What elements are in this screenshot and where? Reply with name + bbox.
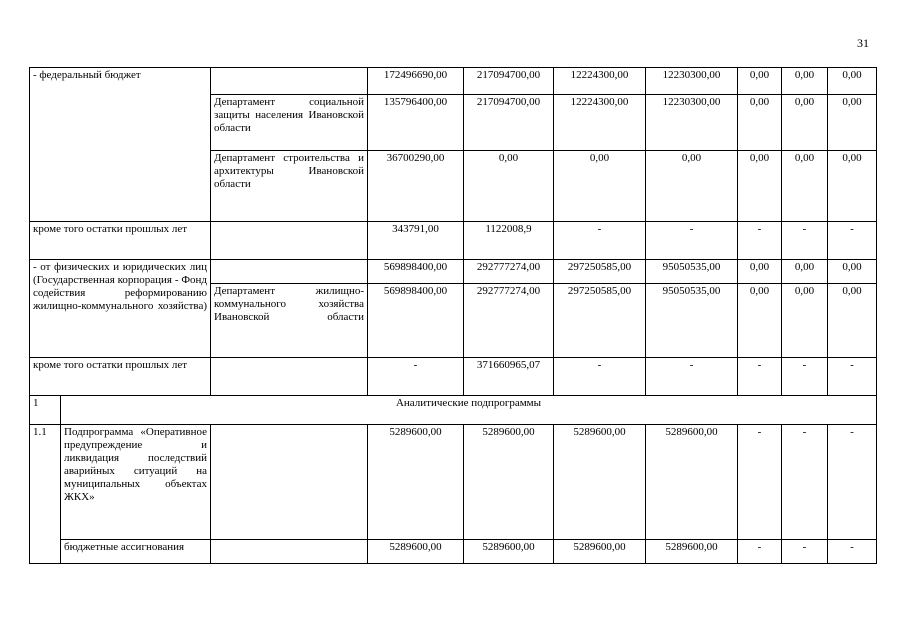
value-cell: 95050535,00: [646, 260, 738, 284]
value-cell: -: [828, 222, 877, 260]
value-cell: -: [738, 222, 782, 260]
value-cell: -: [782, 222, 828, 260]
value-cell: -: [738, 540, 782, 564]
table-row: [30, 222, 877, 260]
table-row: [30, 425, 877, 540]
value-cell: 0,00: [738, 95, 782, 151]
value-cell: -: [828, 358, 877, 396]
value-cell: 371660965,07: [464, 358, 554, 396]
value-cell: 12230300,00: [646, 95, 738, 151]
value-cell: 5289600,00: [646, 540, 738, 564]
section-title: Аналитические подпрограммы: [61, 396, 877, 425]
value-cell: 569898400,00: [368, 260, 464, 284]
value-cell: 297250585,00: [554, 284, 646, 358]
value-cell: -: [554, 358, 646, 396]
section-row: [30, 396, 877, 425]
empty-cell: [211, 68, 368, 95]
value-cell: 5289600,00: [464, 540, 554, 564]
value-cell: 0,00: [646, 151, 738, 222]
table-row: [30, 260, 877, 284]
value-cell: 0,00: [828, 95, 877, 151]
value-cell: -: [782, 540, 828, 564]
value-cell: 95050535,00: [646, 284, 738, 358]
table-row: [30, 540, 877, 564]
value-cell: 0,00: [828, 68, 877, 95]
row-label: кроме того остатки прошлых лет: [30, 358, 211, 396]
value-cell: 5289600,00: [554, 425, 646, 540]
value-cell: -: [646, 222, 738, 260]
value-cell: -: [828, 425, 877, 540]
value-cell: 297250585,00: [554, 260, 646, 284]
value-cell: 5289600,00: [368, 425, 464, 540]
value-cell: 5289600,00: [464, 425, 554, 540]
value-cell: 0,00: [782, 284, 828, 358]
value-cell: 217094700,00: [464, 95, 554, 151]
value-cell: 0,00: [828, 151, 877, 222]
row-label: бюджетные ассигнования: [61, 540, 211, 564]
department-cell: Департамент социальной защиты населения Ивановской области: [211, 95, 368, 151]
value-cell: 0,00: [738, 260, 782, 284]
value-cell: 5289600,00: [554, 540, 646, 564]
empty-cell: [211, 358, 368, 396]
value-cell: 12224300,00: [554, 95, 646, 151]
subprogram-number: 1.1: [30, 425, 61, 564]
value-cell: 0,00: [782, 95, 828, 151]
value-cell: 0,00: [738, 68, 782, 95]
value-cell: -: [646, 358, 738, 396]
value-cell: 569898400,00: [368, 284, 464, 358]
value-cell: -: [554, 222, 646, 260]
value-cell: 0,00: [828, 260, 877, 284]
empty-cell: [211, 222, 368, 260]
value-cell: -: [738, 425, 782, 540]
value-cell: 0,00: [464, 151, 554, 222]
value-cell: 12224300,00: [554, 68, 646, 95]
page-number: 31: [857, 36, 869, 50]
value-cell: 343791,00: [368, 222, 464, 260]
value-cell: 0,00: [738, 151, 782, 222]
row-label: - федеральный бюджет: [30, 68, 211, 222]
empty-cell: [211, 260, 368, 284]
department-cell: Департамент строительства и архитектуры Ивановской области: [211, 151, 368, 222]
value-cell: 0,00: [782, 260, 828, 284]
empty-cell: [211, 540, 368, 564]
value-cell: 172496690,00: [368, 68, 464, 95]
value-cell: -: [738, 358, 782, 396]
row-label: - от физических и юридических лиц (Государственная корпорация - Фонд содействия реформированию жилищно-коммунального хозяйства): [30, 260, 211, 358]
value-cell: -: [368, 358, 464, 396]
table-row: [30, 68, 877, 95]
value-cell: 5289600,00: [646, 425, 738, 540]
value-cell: 135796400,00: [368, 95, 464, 151]
table-row: [30, 358, 877, 396]
row-label: кроме того остатки прошлых лет: [30, 222, 211, 260]
empty-cell: [211, 425, 368, 540]
value-cell: -: [782, 425, 828, 540]
value-cell: 0,00: [828, 284, 877, 358]
value-cell: 5289600,00: [368, 540, 464, 564]
value-cell: 12230300,00: [646, 68, 738, 95]
value-cell: -: [782, 358, 828, 396]
value-cell: 292777274,00: [464, 260, 554, 284]
section-number: 1: [30, 396, 61, 425]
value-cell: 0,00: [782, 151, 828, 222]
value-cell: 0,00: [554, 151, 646, 222]
value-cell: -: [828, 540, 877, 564]
value-cell: 36700290,00: [368, 151, 464, 222]
value-cell: 1122008,9: [464, 222, 554, 260]
department-cell: Департамент жилищно-коммунального хозяйства Ивановской области: [211, 284, 368, 358]
value-cell: 0,00: [782, 68, 828, 95]
value-cell: 217094700,00: [464, 68, 554, 95]
budget-table: [29, 67, 877, 564]
value-cell: 0,00: [738, 284, 782, 358]
value-cell: 292777274,00: [464, 284, 554, 358]
subprogram-name: Подпрограмма «Оперативное предупреждение и ликвидация последствий аварийных ситуаций на муниципальных объектах ЖКХ»: [61, 425, 211, 540]
